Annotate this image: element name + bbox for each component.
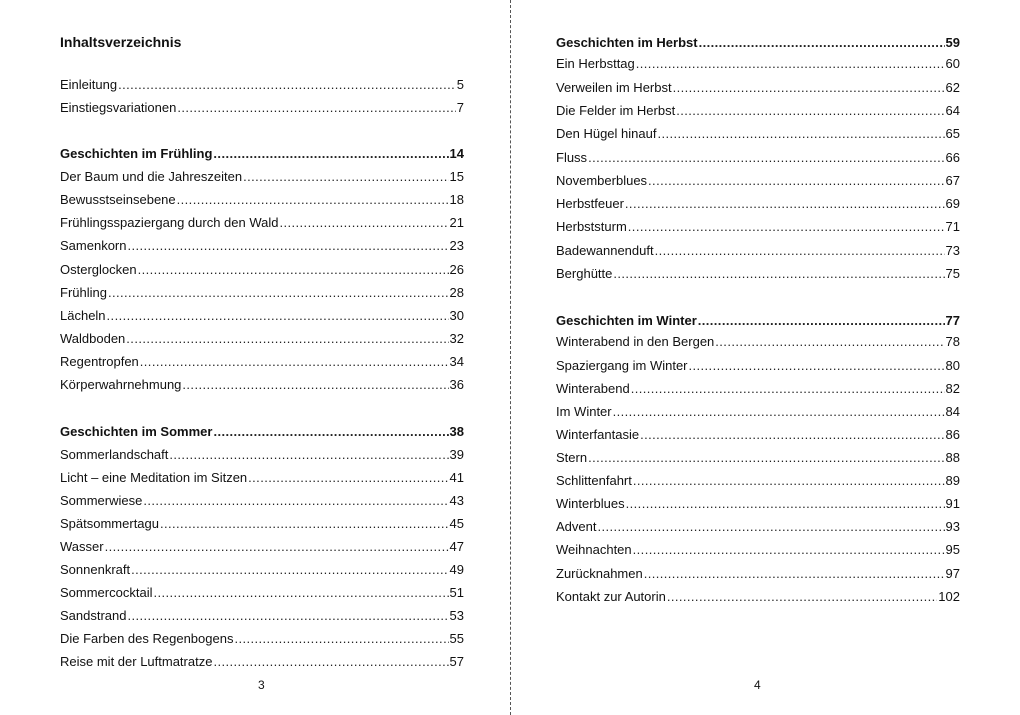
dot-leader: [128, 608, 449, 624]
toc-entry-label: Der Baum und die Jahreszeiten: [60, 169, 243, 184]
dot-leader: [182, 377, 448, 393]
toc-entry-page-number: 57: [449, 654, 464, 669]
toc-entry: [556, 219, 960, 235]
toc-entry-label: Spätsommertagu: [60, 516, 159, 531]
toc-entry-page-number: 93: [945, 519, 960, 534]
toc-entry: [60, 470, 464, 486]
dot-leader: [138, 262, 449, 278]
toc-section-heading: [556, 35, 960, 51]
toc-entry-page-number: 15: [449, 169, 464, 184]
toc-entry-label: Winterabend: [556, 381, 630, 396]
toc-entry-label: Stern: [556, 450, 588, 465]
dot-leader: [140, 354, 449, 370]
dot-leader: [108, 285, 449, 301]
toc-entry: [60, 192, 464, 208]
toc-entry-label: Geschichten im Herbst: [556, 35, 698, 50]
toc-entry: [60, 447, 464, 463]
dot-leader: [673, 80, 945, 96]
dot-leader: [118, 77, 456, 93]
dot-leader: [143, 493, 448, 509]
toc-entry-label: Licht – eine Meditation im Sitzen: [60, 470, 248, 485]
toc-entry: [60, 608, 464, 624]
dot-leader: [131, 562, 448, 578]
toc-title: Inhaltsverzeichnis: [60, 34, 182, 50]
toc-entry: [60, 493, 464, 509]
toc-entry-label: Badewannenduft: [556, 243, 654, 258]
page-number: 4: [754, 678, 761, 692]
toc-entry-label: Regentropfen: [60, 354, 139, 369]
toc-entry-label: Einleitung: [60, 77, 118, 92]
toc-entry-page-number: 69: [945, 196, 960, 211]
toc-entry: [60, 215, 464, 231]
dot-leader: [127, 238, 448, 254]
dot-leader: [633, 473, 945, 489]
toc-entry-page-number: 82: [945, 381, 960, 396]
toc-entry-label: Spaziergang im Winter: [556, 358, 688, 373]
dot-leader: [640, 427, 944, 443]
toc-entry-page-number: 60: [945, 56, 960, 71]
toc-entry-label: Ein Herbsttag: [556, 56, 635, 71]
toc-entry-page-number: 97: [945, 566, 960, 581]
dot-leader: [279, 215, 448, 231]
toc-entry-page-number: 14: [449, 146, 464, 161]
toc-entry-page-number: 41: [449, 470, 464, 485]
toc-entry-label: Geschichten im Frühling: [60, 146, 213, 161]
toc-entry: [60, 654, 464, 670]
dot-leader: [667, 589, 937, 605]
toc-entry-page-number: 34: [449, 354, 464, 369]
dot-leader: [613, 404, 945, 420]
toc-entry: [556, 196, 960, 212]
dot-leader: [160, 516, 449, 532]
toc-entry-label: Samenkorn: [60, 238, 127, 253]
toc-entry: [556, 450, 960, 466]
dot-leader: [243, 169, 448, 185]
toc-entry-label: Sommerlandschaft: [60, 447, 169, 462]
toc-entry-page-number: 91: [945, 496, 960, 511]
toc-entry-label: Reise mit der Luftmatratze: [60, 654, 213, 669]
toc-entry-page-number: 102: [938, 589, 960, 604]
toc-entry-label: Sonnenkraft: [60, 562, 131, 577]
dot-leader: [213, 146, 448, 162]
toc-entry: [556, 566, 960, 582]
toc-entry: [60, 516, 464, 532]
toc-entry: [556, 150, 960, 166]
toc-entry-page-number: 59: [945, 35, 960, 50]
dot-leader: [213, 424, 448, 440]
toc-entry-label: Novemberblues: [556, 173, 648, 188]
toc-entry: [556, 519, 960, 535]
toc-entry-page-number: 77: [945, 313, 960, 328]
toc-entry: [60, 285, 464, 301]
toc-entry-page-number: 89: [945, 473, 960, 488]
toc-entry: [556, 427, 960, 443]
toc-entry-label: Einstiegsvariationen: [60, 100, 177, 115]
dot-leader: [657, 126, 944, 142]
toc-entry: [60, 354, 464, 370]
dot-leader: [625, 196, 945, 212]
toc-entry: [556, 589, 960, 605]
toc-entry-label: Die Farben des Regenbogens: [60, 631, 234, 646]
toc-entry-page-number: 7: [456, 100, 464, 115]
dot-leader: [715, 334, 944, 350]
toc-entry-page-number: 18: [449, 192, 464, 207]
dot-leader: [105, 539, 449, 555]
toc-entry: [556, 473, 960, 489]
toc-entry-label: Herbstfeuer: [556, 196, 624, 211]
dot-leader: [698, 313, 945, 329]
toc-entry-page-number: 23: [449, 238, 464, 253]
toc-entry: [556, 334, 960, 350]
toc-entry-label: Frühling: [60, 285, 107, 300]
toc-entry-label: Herbststurm: [556, 219, 627, 234]
toc-entry: [556, 243, 960, 259]
toc-entry-label: Zurücknahmen: [556, 566, 643, 581]
right-page: [511, 0, 1020, 715]
toc-entry-label: Weihnachten: [556, 542, 632, 557]
toc-entry-page-number: 67: [945, 173, 960, 188]
dot-leader: [655, 243, 945, 259]
toc-entry-page-number: 32: [449, 331, 464, 346]
toc-entry: [60, 562, 464, 578]
toc-entry-page-number: 43: [449, 493, 464, 508]
toc-entry: [556, 381, 960, 397]
toc-entry-label: Sommerwiese: [60, 493, 143, 508]
toc-entry-page-number: 28: [449, 285, 464, 300]
toc-entry-label: Winterabend in den Bergen: [556, 334, 715, 349]
toc-entry-page-number: 95: [945, 542, 960, 557]
toc-entry-page-number: 62: [945, 80, 960, 95]
dot-leader: [588, 450, 944, 466]
toc-entry-label: Verweilen im Herbst: [556, 80, 672, 95]
dot-leader: [631, 381, 945, 397]
toc-entry: [60, 100, 464, 116]
toc-entry: [556, 266, 960, 282]
toc-section-heading: [556, 313, 960, 329]
toc-entry: [60, 238, 464, 254]
toc-entry: [60, 308, 464, 324]
toc-entry-label: Schlittenfahrt: [556, 473, 632, 488]
dot-leader: [644, 566, 945, 582]
toc-entry-label: Berghütte: [556, 266, 613, 281]
toc-entry: [60, 631, 464, 647]
dot-leader: [628, 219, 945, 235]
toc-entry-label: Den Hügel hinauf: [556, 126, 657, 141]
toc-entry-page-number: 55: [449, 631, 464, 646]
toc-entry: [556, 126, 960, 142]
toc-entry-page-number: 51: [449, 585, 464, 600]
toc-entry: [556, 542, 960, 558]
dot-leader: [626, 496, 945, 512]
toc-entry-page-number: 45: [449, 516, 464, 531]
dot-leader: [107, 308, 449, 324]
toc-entry: [556, 358, 960, 374]
toc-entry-page-number: 66: [945, 150, 960, 165]
toc-entry-label: Wasser: [60, 539, 104, 554]
dot-leader: [126, 331, 448, 347]
toc-entry-page-number: 49: [449, 562, 464, 577]
toc-entry-page-number: 30: [449, 308, 464, 323]
toc-entry-page-number: 21: [449, 215, 464, 230]
toc-entry-page-number: 84: [945, 404, 960, 419]
toc-entry-page-number: 75: [945, 266, 960, 281]
toc-entry-page-number: 64: [945, 103, 960, 118]
dot-leader: [213, 654, 448, 670]
toc-entry-page-number: 86: [945, 427, 960, 442]
toc-entry: [60, 377, 464, 393]
toc-entry-label: Sandstrand: [60, 608, 127, 623]
toc-entry-label: Kontakt zur Autorin: [556, 589, 666, 604]
toc-entry-label: Im Winter: [556, 404, 612, 419]
dot-leader: [613, 266, 944, 282]
toc-entry-label: Advent: [556, 519, 597, 534]
toc-entry-page-number: 65: [945, 126, 960, 141]
toc-entry-page-number: 26: [449, 262, 464, 277]
dot-leader: [153, 585, 448, 601]
toc-entry-page-number: 88: [945, 450, 960, 465]
toc-entry: [60, 331, 464, 347]
toc-entry-label: Bewusstseinsebene: [60, 192, 176, 207]
toc-entry: [556, 56, 960, 72]
dot-leader: [699, 35, 945, 51]
toc-entry: [60, 77, 464, 93]
dot-leader: [177, 100, 455, 116]
toc-section-heading: [60, 424, 464, 440]
toc-entry-page-number: 78: [945, 334, 960, 349]
dot-leader: [588, 150, 944, 166]
toc-entry-label: Geschichten im Sommer: [60, 424, 213, 439]
toc-entry: [556, 496, 960, 512]
toc-entry-label: Waldboden: [60, 331, 126, 346]
dot-leader: [633, 542, 945, 558]
toc-entry-label: Sommercocktail: [60, 585, 153, 600]
toc-entry: [556, 173, 960, 189]
dot-leader: [177, 192, 449, 208]
toc-entry: [60, 585, 464, 601]
toc-entry: [556, 103, 960, 119]
toc-entry-label: Frühlingsspaziergang durch den Wald: [60, 215, 279, 230]
toc-entry-label: Die Felder im Herbst: [556, 103, 676, 118]
toc-entry: [556, 404, 960, 420]
dot-leader: [597, 519, 944, 535]
toc-entry-label: Lächeln: [60, 308, 106, 323]
toc-entry-page-number: 39: [449, 447, 464, 462]
toc-entry-label: Körperwahrnehmung: [60, 377, 182, 392]
toc-entry-label: Winterblues: [556, 496, 625, 511]
toc-entry-page-number: 53: [449, 608, 464, 623]
toc-entry-page-number: 73: [945, 243, 960, 258]
toc-entry-label: Osterglocken: [60, 262, 137, 277]
toc-entry-page-number: 38: [449, 424, 464, 439]
toc-entry-page-number: 36: [449, 377, 464, 392]
toc-entry: [60, 262, 464, 278]
page-number: 3: [258, 678, 265, 692]
dot-leader: [169, 447, 448, 463]
toc-entry-page-number: 47: [449, 539, 464, 554]
dot-leader: [648, 173, 944, 189]
toc-entry-page-number: 5: [456, 77, 464, 92]
dot-leader: [676, 103, 944, 119]
dot-leader: [234, 631, 448, 647]
toc-entry-page-number: 71: [945, 219, 960, 234]
dot-leader: [636, 56, 945, 72]
toc-entry-page-number: 80: [945, 358, 960, 373]
toc-entry: [60, 539, 464, 555]
toc-entry: [60, 169, 464, 185]
toc-section-heading: [60, 146, 464, 162]
toc-entry: [556, 80, 960, 96]
toc-entry-label: Geschichten im Winter: [556, 313, 697, 328]
toc-entry-label: Winterfantasie: [556, 427, 640, 442]
dot-leader: [248, 470, 448, 486]
toc-entry-label: Fluss: [556, 150, 588, 165]
dot-leader: [689, 358, 945, 374]
